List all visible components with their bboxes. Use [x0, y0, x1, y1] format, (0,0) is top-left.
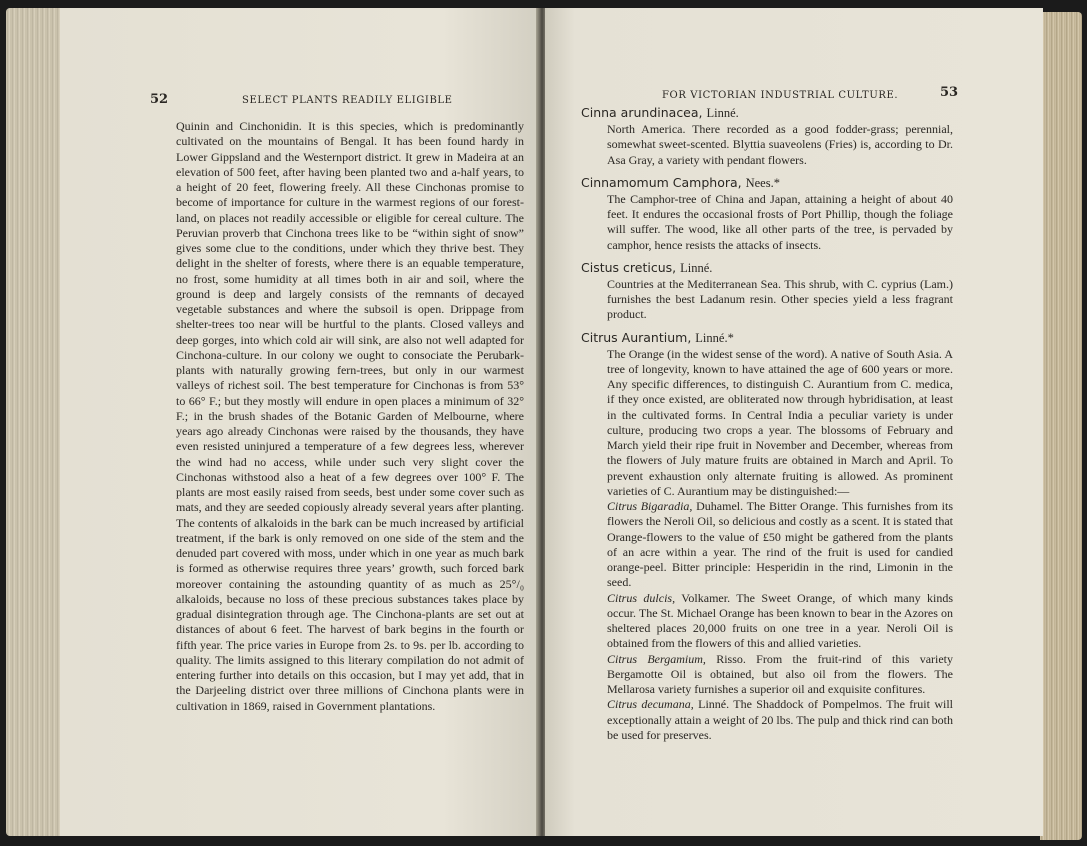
right-page-number: 53 [940, 85, 959, 100]
entry-body: The Orange (in the widest sense of the word). A native of South Asia. A tree of longevity, known to have attained the age of 600 years or more. Any specific differences, to distinguish C. Aurantium from C. medica, if they once existed, are obliterated now through hybridisation, at least in the cultivated forms. In Central India a peculiar variety is under culture, producing two crops a year. The blossoms of February and March yield their ripe fruit in November and December, whereas from the flowers of July mature fruits are obtained in March and April. To prevent exhaustion only alternate fruiting is allowed. As prominent varieties of C. Aurantium may be distinguished:— [607, 346, 953, 498]
entry-cinnamomum [581, 174, 953, 253]
entry-cistus [581, 259, 953, 323]
variety-text: Volkamer. The Sweet Orange, of which many kinds occur. The St. Michael Orange has been known to bear in the Azores on sheltered places 20,000 fruits on one tree in a year. Neroli Oil is obtained from the flowers of this and allied varieties. [607, 590, 953, 651]
entry-authority: Linné.* [695, 330, 734, 345]
entry-authority: Linné. [680, 260, 713, 275]
entry-cinna [581, 104, 953, 168]
variety-name: Citrus dulcis, [607, 590, 676, 605]
entry-body: Countries at the Mediterranean Sea. This shrub, with C. cyprius (Lam.) furnishes the best Ladanum resin. Other species yield a less fragrant product. [607, 276, 953, 322]
entry-body: North America. There recorded as a good fodder-grass; perennial, somewhat sweet-scented. Blyttia suaveolens (Fries) is, according to Dr. Asa Gray, a variety with pendant flowers. [607, 122, 953, 167]
right-running-head: FOR VICTORIAN INDUSTRIAL CULTURE. [662, 90, 899, 101]
variety-decumana [595, 697, 953, 743]
variety-bigaradia [595, 499, 953, 591]
right-page-edges [1040, 12, 1082, 840]
left-page-body [176, 119, 524, 714]
left-page-number: 52 [150, 92, 169, 107]
left-paragraph: Quinin and Cinchonidin. It is this species, which is predominantly cultivated on the mountains of Bengal. It has been found hardy in Lower Gippsland and the Westernport district. It grew in Madeira at an elevation of 500 feet, after having been planted two and a-half years, to a height of 20 feet, flowering freely. All these Cinchonas promise to become of importance for culture in the warmest regions of our forest-land, on places not readily accessible or eligible for cereal culture. The Peruvian proverb that Cinchona trees like to be “within sight of snow” gives some clue to the conditions, under which they thrive best. They delight in the shelter of forests, where there is an equable temperature, no frost, some humidity at all times both in air and soil, where the ground is deep and largely consists of the remnants of decayed vegetable substances and where the subsoil is open. Drippage from shelter-trees too near will be hurtful to the plants. Closed valleys and deep gorges, into which cold air will sink, are also not well adapted for Cinchona-culture. In our colony we ought to consociate the Perubark-plants with naturally growing fern-trees, but only in our warmest valleys of richest soil. The best temperature for Cinchonas is from 53° to 66° F.; but they mostly will endure in open places a minimum of 32° F.; in the brush shades of the Botanic Garden of Melbourne, where years ago already Cinchonas were raised by the thousands, they have even resisted uninjured a temperature of a few degrees less, wherever the wind had no access, while under such very slight cover the Cinchonas withstood also a heat of a few degrees over 100° F. The plants are most easily raised from seeds, best under some cover such as mats, and they are seeded copiously already several years after planting. The contents of alkaloids in the bark can be much increased by artificial treatment, if the bark is only removed on one side of the stem and the denuded part covered with moss, under which in one year as much bark is formed as otherwise requires three years’ growth, such forced bark moreover containing the astounding quantity of as much as 25°/₀ alkaloids, because no loss of these precious substances takes place by gradual disintegration through age. The Cinchona-plants are set out at distances of about 6 feet. The harvest of bark begins in the fourth or fifth year. The price varies in Europe from 2s. to 9s. per lb. according to quality. The limits assigned to this literary compilation do not admit of entering further into details on this occasion, but I may yet add, that in the Darjeeling district over three millions of Cinchona plants were in cultivation in 1869, raised in Government plantations. [176, 119, 524, 713]
entry-citrus-aurantium [581, 329, 953, 500]
entry-name: Citrus Aurantium, [581, 329, 692, 345]
variety-dulcis [595, 591, 953, 652]
entry-authority: Nees.* [745, 175, 780, 190]
variety-name: Citrus Bergamium, [607, 651, 706, 666]
left-page-edges [6, 8, 64, 836]
right-page-body [581, 104, 953, 743]
variety-name: Citrus Bigaradia, [607, 499, 693, 513]
left-running-head: SELECT PLANTS READILY ELIGIBLE [242, 95, 453, 106]
variety-text: Linné. The Shaddock of Pompelmos. The fruit will exceptionally attain a weight of 20 lbs. The pulp and thick rind can both be used for preserves. [607, 697, 953, 742]
entry-body: The Camphor-tree of China and Japan, attaining a height of about 40 feet. It endures the occasional frosts of Port Phillip, though the foliage will suffer. The wood, like all other parts of the tree, is pervaded by camphor, hence resists the attacks of insects. [607, 191, 953, 252]
variety-text: Duhamel. The Bitter Orange. This furnishes from its flowers the Neroli Oil, so delicious and costly as a scent. It is stated that Orange-flowers to the value of £50 might be gathered from the plants of an acre within a year. The rind of the fruit is used for candied orange-peel. Bitter principle: Hesperidin in the rind, Limonin in the seed. [607, 499, 953, 590]
entry-authority: Linné. [706, 106, 739, 120]
variety-bergamium [595, 652, 953, 698]
entry-name: Cinnamomum Camphora, [581, 174, 742, 190]
variety-text: Risso. From the fruit-rind of this variety Bergamotte Oil is obtained, but also oil from the flowers. The Mellarosa variety furnishes a superior oil and exquisite confitures. [607, 651, 954, 696]
variety-name: Citrus decumana, [607, 697, 694, 712]
entry-name: Cinna arundinacea, [581, 105, 703, 120]
entry-name: Cistus creticus, [581, 259, 677, 275]
